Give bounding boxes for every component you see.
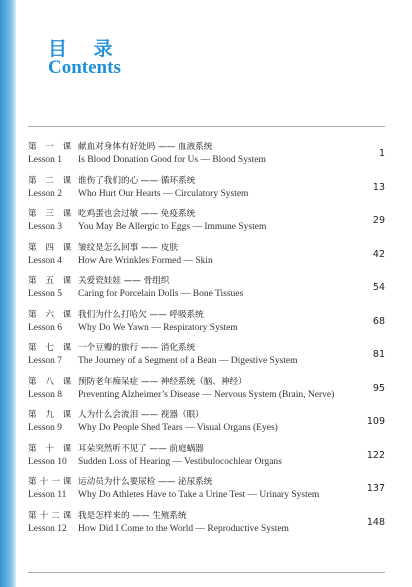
page-number: 68 — [372, 315, 385, 327]
page-number: 137 — [366, 483, 385, 494]
toc-entry-lesson-7[interactable] — [28, 341, 385, 375]
toc-entry-lesson-1[interactable] — [28, 140, 385, 174]
toc-entry-lesson-3[interactable] — [28, 207, 385, 241]
lesson-title-zh: 耳朵突然听不见了 —— 前庭蜗器 — [78, 443, 204, 454]
toc-entry-lesson-8[interactable] — [28, 375, 385, 409]
page-number: 13 — [372, 181, 385, 193]
lesson-number-en: Lesson 3 — [28, 222, 63, 232]
lesson-number-en: Lesson 4 — [28, 255, 63, 266]
lesson-title-en: You May Be Allergic to Eggs — Immune System — [78, 222, 267, 232]
toc-entry-lesson-11[interactable] — [28, 475, 385, 509]
lesson-title-zh: 我是怎样来的 —— 生殖系统 — [78, 510, 187, 521]
page-number: 1 — [378, 148, 385, 159]
lesson-number-zh: 第 七 课 — [28, 343, 75, 353]
page-number: 42 — [372, 248, 385, 260]
page-number: 109 — [366, 416, 385, 427]
lesson-title-zh: 一个豆瓣的旅行 —— 消化系统 — [78, 343, 196, 353]
lesson-number-en: Lesson 5 — [28, 289, 63, 299]
lesson-title-zh: 人为什么会流泪 —— 视器（眼） — [78, 410, 204, 420]
page-title-english: Contents — [48, 57, 121, 78]
lesson-title-en: How Are Wrinkles Formed — Skin — [78, 255, 213, 266]
lesson-number-en: Lesson 9 — [28, 423, 63, 433]
lesson-title-en: Caring for Porcelain Dolls — Bone Tissues — [78, 289, 244, 299]
toc-entry-lesson-10[interactable] — [28, 442, 385, 476]
lesson-number-en: Lesson 10 — [28, 456, 67, 467]
top-divider — [28, 126, 385, 127]
lesson-number-zh: 第 九 课 — [28, 410, 75, 420]
page-number: 29 — [372, 215, 385, 226]
lesson-number-zh: 第 三 课 — [28, 209, 75, 219]
lesson-number-en: Lesson 6 — [28, 322, 63, 333]
lesson-number-en: Lesson 11 — [28, 490, 67, 500]
lesson-title-en: The Journey of a Segment of a Bean — Digestive System — [78, 356, 298, 366]
lesson-number-zh: 第 一 课 — [28, 142, 75, 152]
lesson-title-en: How Did I Come to the World — Reproductive System — [78, 523, 289, 534]
lesson-title-en: Is Blood Donation Good for Us — Blood System — [78, 155, 266, 165]
page-number: 95 — [372, 382, 385, 394]
lesson-title-zh: 预防老年痴呆症 —— 神经系统（脑、神经） — [78, 376, 247, 387]
lesson-title-zh: 吃鸡蛋也会过敏 —— 免疫系统 — [78, 209, 196, 219]
toc-entry-lesson-4[interactable] — [28, 241, 385, 275]
lesson-title-zh: 我们为什么打哈欠 —— 呼吸系统 — [78, 309, 204, 320]
lesson-title-zh: 皱纹是怎么回事 —— 皮肤 — [78, 242, 178, 253]
page-number: 148 — [366, 516, 385, 528]
toc-entry-lesson-6[interactable] — [28, 308, 385, 342]
lesson-title-zh: 运动员为什么要尿检 —— 泌尿系统 — [78, 477, 213, 487]
page-number: 81 — [372, 349, 385, 360]
lesson-title-en: Why Do People Shed Tears — Visual Organs (Eyes) — [78, 423, 278, 433]
lesson-number-zh: 第 二 课 — [28, 175, 75, 186]
page-title-chinese: 目 录 — [48, 38, 123, 60]
lesson-number-zh: 第十二课 — [28, 510, 75, 521]
lesson-number-zh: 第 四 课 — [28, 242, 75, 253]
lesson-title-en: Why Do We Yawn — Respiratory System — [78, 322, 238, 333]
toc-entry-lesson-2[interactable] — [28, 174, 385, 208]
page-number: 122 — [366, 449, 385, 461]
lesson-number-en: Lesson 12 — [28, 523, 67, 534]
lesson-title-en: Preventing Alzheimer’s Disease — Nervous System (Brain, Nerve) — [78, 389, 335, 400]
page-number: 54 — [372, 282, 385, 293]
toc-entry-lesson-12[interactable] — [28, 509, 385, 543]
lesson-number-zh: 第 八 课 — [28, 376, 75, 387]
lesson-number-en: Lesson 8 — [28, 389, 63, 400]
lesson-number-en: Lesson 2 — [28, 188, 63, 199]
left-color-bar — [0, 0, 16, 587]
lesson-number-en: Lesson 1 — [28, 155, 63, 165]
lesson-title-en: Sudden Loss of Hearing — Vestibulocochlear Organs — [78, 456, 282, 467]
lesson-title-zh: 献血对身体有好处吗 —— 血液系统 — [78, 142, 213, 152]
lesson-number-zh: 第十一课 — [28, 477, 75, 487]
lesson-number-zh: 第 五 课 — [28, 276, 75, 286]
lesson-number-zh: 第 六 课 — [28, 309, 75, 320]
lesson-title-zh: 谁伤了我们的心 —— 循环系统 — [78, 175, 196, 186]
lesson-number-zh: 第 十 课 — [28, 443, 75, 454]
bottom-divider — [28, 572, 385, 573]
lesson-number-en: Lesson 7 — [28, 356, 63, 366]
lesson-title-en: Who Hurt Our Hearts — Circulatory System — [78, 188, 249, 199]
table-of-contents — [28, 140, 385, 542]
toc-entry-lesson-9[interactable] — [28, 408, 385, 442]
lesson-title-zh: 关爱瓷娃娃 —— 骨组织 — [78, 276, 170, 286]
toc-entry-lesson-5[interactable] — [28, 274, 385, 308]
lesson-title-en: Why Do Athletes Have to Take a Urine Test — Urinary System — [78, 490, 320, 500]
